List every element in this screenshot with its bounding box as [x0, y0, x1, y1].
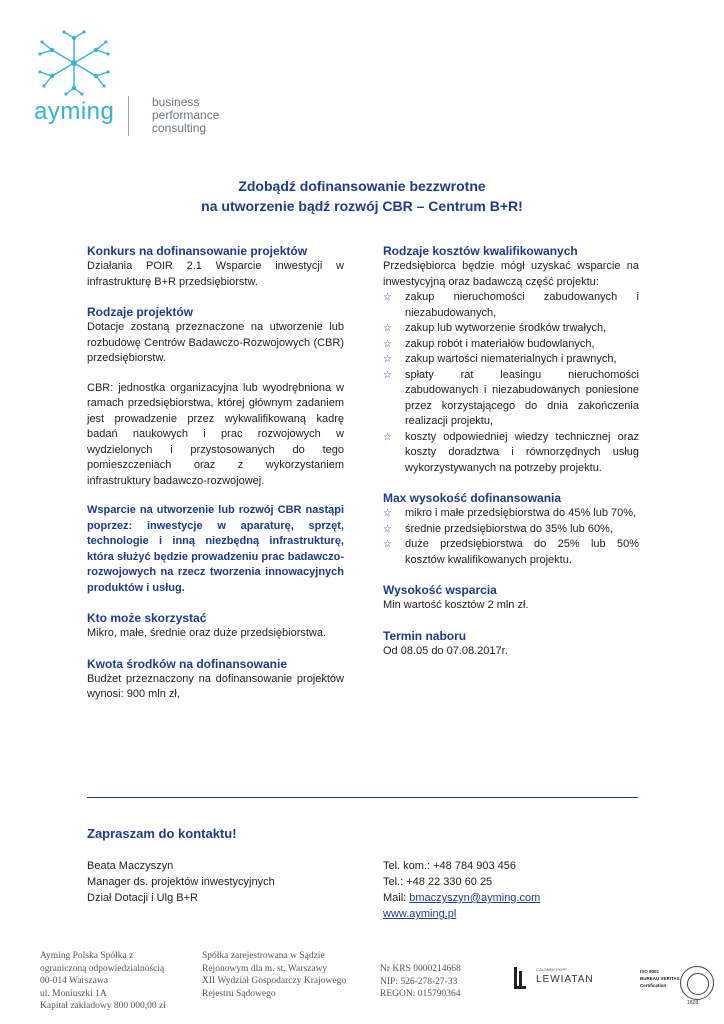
list-item-text: duże przedsiębiorstwa do 25% lub 50% kosztów kwalifikowanych projektu.	[405, 538, 639, 566]
star-outline-icon: ☆	[383, 523, 392, 535]
star-outline-icon: ☆	[383, 323, 392, 334]
list-item	[383, 537, 639, 568]
max-heading: Max wysokość dofinansowania	[383, 491, 562, 505]
lewiatan-wordmark: LEWIATAN	[536, 974, 594, 985]
ayming-logo	[28, 30, 258, 140]
contact-role: Manager ds. projektów inwestycyjnych	[87, 876, 275, 888]
list-item-text: koszty odpowiedniej wiedzy technicznej oraz koszty doradztwa i równorzędnych usług wykorzystywanych na potrzeby projektu.	[405, 430, 639, 474]
logo-tagline-line: business	[152, 95, 200, 109]
star-outline-icon: ☆	[383, 431, 392, 443]
page-title-line-2: na utworzenie bądź rozwój CBR – Centrum B+R!	[201, 198, 523, 214]
footer-line: Rejestru Sądowego	[202, 988, 276, 999]
kto-heading: Kto może skorzystać	[87, 611, 207, 625]
rodzaje-projektow-text: Dotacje zostaną przeznaczone na utworzenie lub rozbudowę Centrów Badawczo-Rozwojowych (CBR) przedsiębiorstw.	[87, 321, 344, 364]
footer-identifiers	[380, 963, 461, 1001]
ayming-network-icon	[34, 30, 114, 96]
contact-mobile: Tel. kom.: +48 784 903 456	[383, 860, 517, 872]
wysokosc-text: Min wartość kosztów 2 mln zł.	[383, 599, 529, 611]
page-title	[0, 176, 724, 216]
list-item	[383, 352, 639, 368]
list-item-text: spłaty rat leasingu nieruchomości zabudowanych i niezabudowanych poniesione przez korzystającego do dnia zakończenia realizacji projektu,	[405, 368, 639, 427]
footer-line: Kapitał zakładowy 800 000,00 zł	[40, 1001, 166, 1011]
footer-line: Spółka zarejestrowana w Sądzie	[202, 951, 325, 961]
kwota-text: Budżet przeznaczony na dofinansowanie projektów wynosi: 900 mln zł,	[87, 672, 344, 700]
logo-tagline	[152, 96, 219, 135]
rodzaje-projektow-heading: Rodzaje projektów	[87, 305, 194, 319]
termin-heading: Termin naboru	[383, 628, 467, 643]
termin-text: Od 08.05 do 07.08.2017r.	[383, 644, 508, 657]
max-list	[383, 506, 639, 568]
logo-divider	[128, 96, 129, 136]
logo-tagline-line: consulting	[152, 121, 207, 135]
kwota-heading: Kwota środków na dofinansowanie	[87, 656, 288, 671]
footer-line: 00-014 Warszawa	[40, 976, 108, 986]
page-title-line-1: Zdobądź dofinansowanie bezzwrotne	[238, 178, 486, 194]
bureau-veritas-seal-icon	[680, 966, 714, 1000]
logo-wordmark: ayming	[34, 98, 115, 125]
wsparcie-text: Wsparcie na utworzenie lub rozwój CBR nastąpi poprzez: inwestycje w aparaturę, sprzęt, technologie i inną niezbędną infrastrukturę, która służyć będzie prowadzeniu prac badawczo-rozwojowych na rzecz tworzenia innowacyjnych produktów i usług.	[87, 504, 344, 594]
footer-company-info	[40, 950, 166, 1013]
bv-line: Certification	[640, 983, 667, 988]
list-item	[383, 368, 639, 430]
cbr-definition-text: CBR: jednostka organizacyjna lub wyodrębniona w ramach przedsiębiorstwa, której głównym zadaniem jest prowadzenie przez wykwalifikowaną kadrę badań naukowych i prac rozwojowych w wydzielonych i przystosowanych do tego pomieszczeniach oraz z wykorzystaniem infrastruktury badawczo-rozwojowej.	[87, 381, 344, 487]
contact-department: Dział Dotacji i Ulg B+R	[87, 892, 198, 904]
footer-registration-info	[202, 950, 346, 1000]
list-item	[383, 430, 639, 477]
list-item-text: mikro i małe przedsiębiorstwa do 45% lub 70%,	[405, 507, 637, 519]
list-item-text: zakup wartości niematerialnych i prawnych,	[405, 353, 617, 365]
kto-text: Mikro, małe, średnie oraz duże przedsiębiorstwa.	[87, 627, 327, 639]
contact-mail-row	[383, 890, 540, 906]
contact-email-link[interactable]: bmaczyszyn@ayming.com	[409, 892, 541, 904]
star-outline-icon: ☆	[383, 369, 392, 381]
footer-line: ograniczoną odpowiedzialnością	[40, 963, 165, 974]
contact-phone: Tel.: +48 22 330 60 25	[383, 876, 493, 888]
star-outline-icon: ☆	[383, 338, 392, 350]
footer-line: ul. Moniuszki 1A	[40, 988, 107, 999]
footer-line: REGON: 015790364	[380, 989, 461, 999]
contact-heading: Zapraszam do kontaktu!	[87, 826, 237, 841]
footer-line: Nr KRS 0000214668	[380, 964, 461, 974]
bv-line: ISO 9001	[640, 969, 660, 974]
wysokosc-heading: Wysokość wsparcia	[383, 583, 497, 597]
contact-details	[383, 858, 540, 922]
star-outline-icon: ☆	[383, 292, 392, 303]
list-item	[383, 522, 639, 538]
lewiatan-logo	[514, 967, 624, 991]
bureau-veritas-text	[640, 968, 680, 989]
footer-line: Rejonowym dla m. st. Warszawy	[202, 963, 328, 974]
logo-tagline-line: performance	[152, 108, 220, 122]
koszty-list	[383, 290, 639, 476]
website-link[interactable]: www.ayming.pl	[383, 908, 457, 920]
koszty-text: Przedsiębiorca będzie mógł uzyskać wsparcie na inwestycyjną oraz badawczą część projektu:	[383, 260, 639, 288]
list-item	[383, 321, 639, 337]
list-item-text: średnie przedsiębiorstwa do 35% lub 60%,	[405, 522, 613, 535]
section-divider	[87, 797, 638, 798]
star-outline-icon: ☆	[383, 539, 392, 550]
list-item	[383, 337, 639, 353]
contact-person	[87, 858, 275, 906]
list-item-text: zakup lub wytworzenie środków trwałych,	[405, 322, 607, 334]
right-column	[383, 243, 639, 659]
bv-line: BUREAU VERITAS	[640, 976, 680, 981]
list-item	[383, 290, 639, 321]
contact-name: Beata Maczyszyn	[87, 860, 174, 872]
bureau-veritas-year: 1828	[687, 1000, 699, 1006]
footer-line: Ayming Polska Spółka z	[40, 951, 134, 961]
lewiatan-mark-icon	[514, 967, 526, 989]
star-outline-icon: ☆	[383, 354, 392, 365]
konkurs-text: Działania POIR 2.1 Wsparcie inwestycji w infrastrukturę B+R przedsiębiorstw.	[87, 260, 344, 288]
bureau-veritas-badge	[640, 966, 714, 1010]
konkurs-heading: Konkurs na dofinansowanie projektów	[87, 244, 308, 258]
star-outline-icon: ☆	[383, 508, 392, 519]
contact-mail-label: Mail:	[383, 892, 410, 904]
footer-line: XII Wydział Gospodarczy Krajowego	[202, 976, 347, 986]
lewiatan-caption: CZŁONEK PKPP	[536, 967, 567, 972]
list-item	[383, 506, 639, 522]
footer-line: NIP: 526-278-27-33	[380, 976, 458, 987]
list-item-text: zakup nieruchomości zabudowanych i niezabudowanych,	[405, 291, 639, 319]
koszty-heading: Rodzaje kosztów kwalifikowanych	[383, 244, 578, 258]
left-column	[87, 243, 344, 703]
list-item-text: zakup robót i materiałów budowlanych,	[405, 337, 595, 350]
